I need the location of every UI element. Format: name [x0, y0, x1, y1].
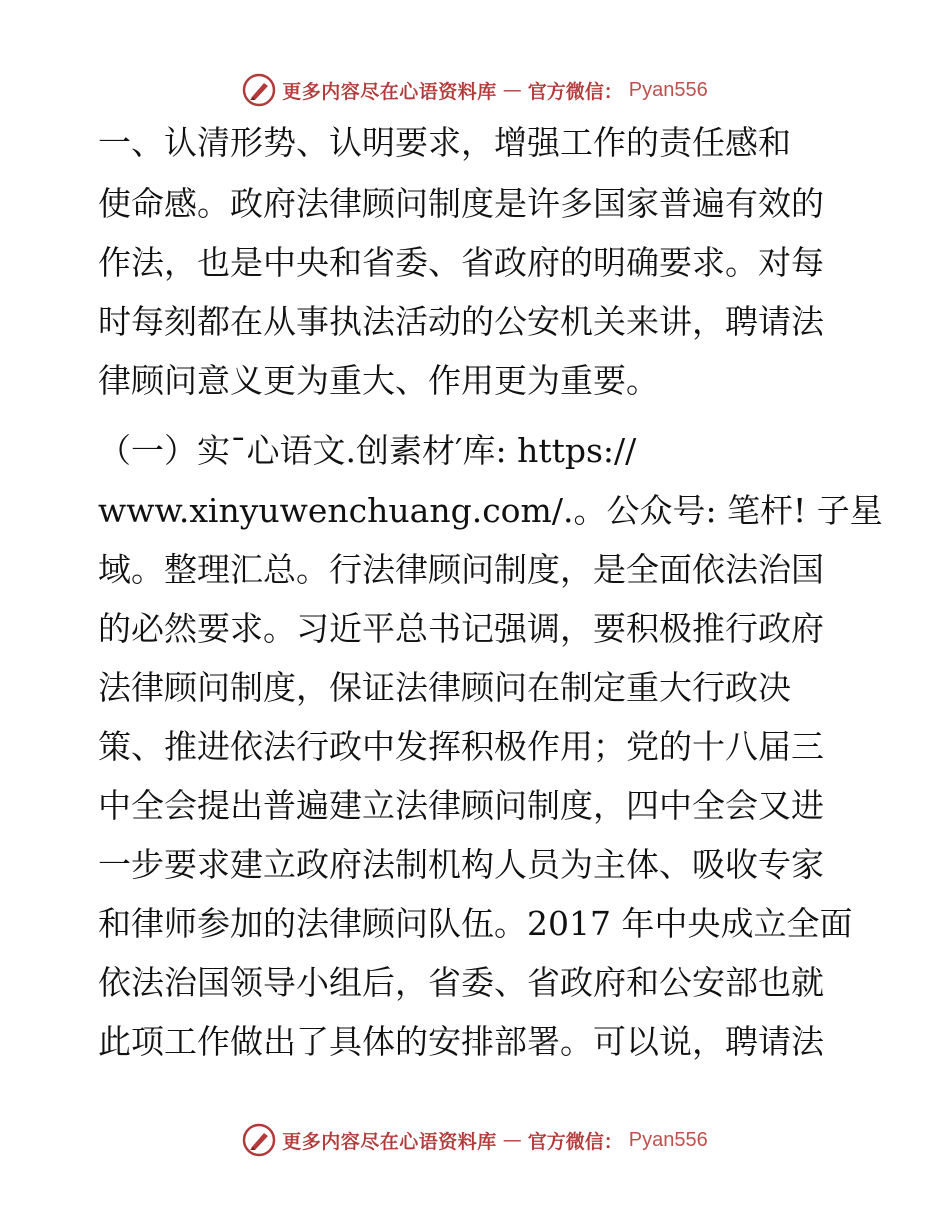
banner-wechat-label: 官方微信：: [527, 1130, 623, 1153]
body-line: 一步要求建立政府法制机构人员为主体、吸收专家: [98, 845, 824, 884]
body-line: 此项工作做出了具体的安排部署。可以说，聘请法: [98, 1022, 824, 1061]
body-line: 中全会提出普遍建立法律顾问制度，四中全会又进: [98, 786, 824, 825]
body-line: 一、认清形势、认明要求，增强工作的责任感和: [98, 123, 791, 162]
banner-separator: —: [502, 79, 522, 101]
body-line: 作法，也是中央和省委、省政府的明确要求。对每: [98, 243, 824, 282]
body-line: 法律顾问制度，保证法律顾问在制定重大行政决: [98, 668, 791, 707]
banner-wechat-label: 官方微信：: [527, 80, 623, 103]
body-line: 律顾问意义更为重大、作用更为重要。: [98, 361, 659, 400]
body-line: 依法治国领导小组后，省委、省政府和公安部也就: [98, 963, 824, 1002]
header-banner: [0, 70, 950, 110]
body-line: （一）实¯心语文.创素材′库: https://: [98, 431, 637, 470]
body-line: 域。整理汇总。行法律顾问制度，是全面依法治国: [98, 550, 824, 589]
body-line: 策、推进依法行政中发挥积极作用；党的十八届三: [98, 727, 824, 766]
banner-separator: —: [502, 1129, 522, 1151]
body-line: 使命感。政府法律顾问制度是许多国家普遍有效的: [98, 184, 824, 223]
banner-wechat-id: Pyan556: [628, 78, 708, 101]
body-line: www.xinyuwenchuang.com/.。公众号: 笔杆! 子星: [98, 491, 883, 530]
banner-text: 更多内容尽在心语资料库: [282, 1130, 497, 1153]
body-line: 的必然要求。习近平总书记强调，要积极推行政府: [98, 609, 824, 648]
body-line: 和律师参加的法律顾问队伍。2017 年中央成立全面: [98, 904, 853, 943]
banner-text: 更多内容尽在心语资料库: [282, 80, 497, 103]
body-line: 时每刻都在从事执法活动的公安机关来讲，聘请法: [98, 302, 824, 341]
brush-pen-logo-icon: [242, 1123, 276, 1157]
banner-wechat-id: Pyan556: [628, 1128, 708, 1151]
brush-pen-logo-icon: [242, 73, 276, 107]
footer-banner: [0, 1120, 950, 1160]
